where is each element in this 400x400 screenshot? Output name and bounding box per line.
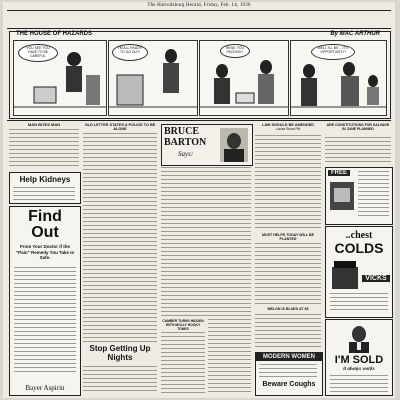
ad-title: Help Kidneys	[19, 175, 71, 184]
ad-title: FREE	[328, 170, 350, 176]
ad-text	[259, 364, 317, 378]
newspaper-page	[3, 2, 395, 398]
vicks-jar-image	[330, 259, 360, 289]
masthead: The Harrodsburg Herald, Friday, Feb. 14, 1936	[147, 3, 251, 8]
product-image	[328, 180, 356, 212]
story-text	[255, 243, 321, 305]
comic-panel-3	[199, 40, 289, 116]
column-4-head	[255, 123, 321, 135]
story-text	[83, 133, 157, 343]
feature-name-top: BRUCE	[164, 126, 200, 137]
vicks-chest-colds-ad	[325, 226, 393, 318]
story-text	[161, 332, 205, 394]
comic-bottom-rule	[7, 120, 391, 121]
ad-headline-top: ..chest	[345, 230, 373, 241]
column-5-head	[325, 123, 391, 137]
comic-strip	[9, 31, 391, 119]
story-subhead: Louise Stone-Pitt	[275, 127, 301, 132]
top-rule	[7, 10, 391, 11]
ad-brand: VICKS	[362, 275, 390, 282]
ad-headline: I'M SOLD	[334, 354, 384, 366]
comic-panel-4	[290, 40, 387, 116]
speech-bubble: WHAT YOU PACKING?	[220, 44, 250, 58]
story-headline: MUST HELPS TODAY WILL BE PLANTED	[262, 233, 314, 242]
feature-text	[161, 167, 251, 317]
ad-text	[330, 293, 388, 313]
story-text	[208, 319, 251, 394]
story-headline: LAW SHOULD BE AMENDED	[262, 123, 314, 127]
im-sold-ad	[325, 319, 393, 396]
ad-headline-out: Out	[31, 224, 59, 241]
comic-title: THE HOUSE OF HAZARDS	[16, 31, 93, 37]
column-4-lowerhead	[255, 307, 321, 313]
panel-drawing	[200, 41, 288, 115]
speech-bubble: YOU SEE YOU HAVE TO BE CAREFUL	[18, 44, 58, 62]
panel-drawing	[109, 41, 197, 115]
bayer-aspirin-ad	[9, 206, 81, 396]
panel-drawing	[291, 41, 386, 115]
speech-bubble: I'M ALL READY TO GO OUT!	[112, 44, 148, 61]
ad-headline: Stop Getting Up Nights	[89, 345, 151, 362]
story-headline: CAMBER TURNS HIDDEN WITH MOLLY HOOKY TONES	[162, 319, 204, 331]
story-text	[325, 137, 391, 165]
free-offer-ad	[325, 167, 393, 225]
speech-bubble: WELL I'LL BE -- IT'S OPPORTUNITY!	[311, 44, 355, 60]
help-kidneys-ad	[9, 172, 81, 204]
stop-getting-up-ad	[83, 345, 157, 365]
ad-text	[83, 366, 157, 394]
ad-brand: Bayer Aspirin	[25, 384, 65, 392]
bruce-barton-feature	[161, 124, 253, 166]
ad-text	[358, 171, 389, 219]
comic-panel-1	[13, 40, 107, 116]
panel-drawing	[14, 41, 106, 115]
story-text	[9, 129, 79, 169]
story-text	[255, 135, 321, 231]
story-headline: MAN BITES MAN	[27, 123, 61, 127]
ad-text	[13, 187, 75, 200]
column-4-midhead	[255, 233, 321, 243]
ad-subhead: From Your Doctor if the "Pain" Remedy You Take Is Safe.	[15, 244, 75, 260]
ad-text	[330, 375, 388, 392]
feature-name-bottom: BARTON	[164, 137, 207, 148]
man-portrait	[344, 323, 374, 353]
feature-says: Says:	[178, 150, 194, 158]
ad-headline-big: COLDS	[334, 240, 384, 256]
ad-title: MODERN WOMEN	[256, 353, 322, 361]
column-3-subhead	[161, 319, 205, 331]
comic-top-rule	[7, 28, 391, 29]
story-headline: MELON IS BLUES AT 65	[267, 307, 309, 311]
ad-subhead: it always works	[343, 367, 375, 372]
comic-byline: By MAC ARTHUR	[330, 31, 380, 37]
ad-headline-find: Find	[28, 208, 62, 225]
story-text	[255, 314, 321, 350]
column-2-head	[83, 123, 157, 133]
ad-subhead: Beware Coughs	[262, 381, 316, 388]
modern-women-ad	[255, 352, 323, 396]
ad-text	[14, 267, 76, 375]
portrait-photo	[220, 128, 248, 162]
story-headline: ARE CONSTITUTIONS FOR SALVAGE IN JUNE PLANNED	[326, 123, 390, 132]
comic-panel-2	[108, 40, 198, 116]
story-headline: OLD LETTER STATES A POLICE TO BE ALONE	[84, 123, 156, 132]
